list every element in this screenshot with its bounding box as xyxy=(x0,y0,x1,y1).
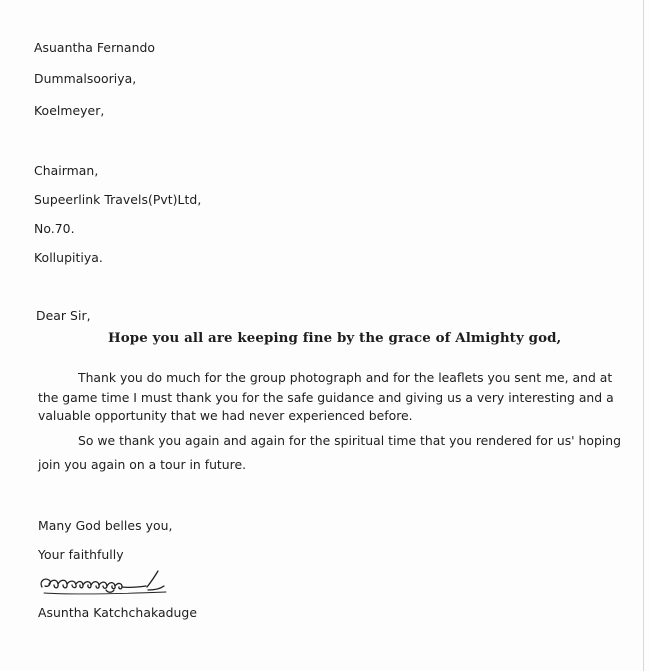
sender-address-line-1: Dummalsooriya, xyxy=(34,71,137,86)
recipient-title: Chairman, xyxy=(34,163,99,178)
recipient-city: Kollupitiya. xyxy=(34,250,103,265)
sender-address-line-2: Koelmeyer, xyxy=(34,103,105,118)
body-paragraph-2-line-1: So we thank you again and again for the spiritual time that you rendered for us' hoping xyxy=(78,433,621,448)
body-paragraph-1-line-2: the game time I must thank you for the safe guidance and giving us a very interesting and a xyxy=(38,390,614,405)
recipient-company: Supeerlink Travels(Pvt)Ltd, xyxy=(34,192,202,207)
sender-name: Asuantha Fernando xyxy=(34,40,156,55)
closing-line-2: Your faithfully xyxy=(38,547,124,562)
body-paragraph-2-line-2: join you again on a tour in future. xyxy=(38,457,247,472)
body-paragraph-1-line-3: valuable opportunity that we had never experienced before. xyxy=(38,408,413,423)
greeting-heading: Hope you all are keeping fine by the grace of Almighty god, xyxy=(108,330,562,346)
handwritten-signature xyxy=(36,566,172,600)
recipient-number: No.70. xyxy=(34,221,75,236)
salutation: Dear Sir, xyxy=(36,308,91,323)
body-paragraph-1-line-1: Thank you do much for the group photograph and for the leaflets you sent me, and at xyxy=(78,370,613,385)
page-edge xyxy=(643,0,644,671)
signature-name: Asuntha Katchchakaduge xyxy=(38,605,198,620)
closing-line-1: Many God belles you, xyxy=(38,518,173,533)
